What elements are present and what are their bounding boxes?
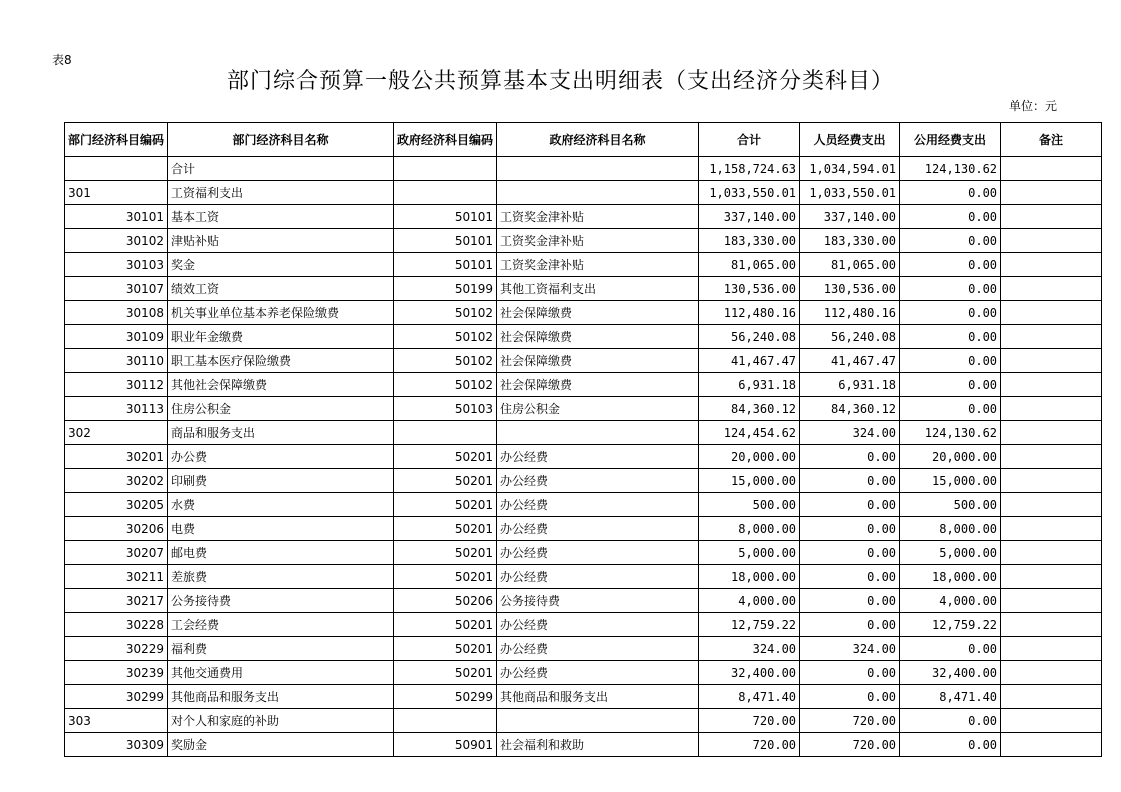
header-dept-code: 部门经济科目编码 <box>65 123 168 157</box>
header-public: 公用经费支出 <box>900 123 1001 157</box>
row-remark <box>1001 253 1102 277</box>
header-row <box>65 123 1102 157</box>
row-name: 基本工资 <box>168 205 394 229</box>
row-total: 500.00 <box>699 493 800 517</box>
table-row <box>65 445 1102 469</box>
header-dept-name: 部门经济科目名称 <box>168 123 394 157</box>
row-name: 电费 <box>168 517 394 541</box>
row-gname: 办公经费 <box>497 469 699 493</box>
group-total: 124,454.62 <box>699 421 800 445</box>
row-personnel: 112,480.16 <box>800 301 900 325</box>
row-name: 其他商品和服务支出 <box>168 685 394 709</box>
table-row <box>65 469 1102 493</box>
group-name: 商品和服务支出 <box>168 421 394 445</box>
header-total: 合计 <box>699 123 800 157</box>
table-row <box>65 229 1102 253</box>
group-gcode-cell <box>394 421 497 445</box>
row-code: 30207 <box>65 541 168 565</box>
row-total: 720.00 <box>699 733 800 757</box>
row-code: 30112 <box>65 373 168 397</box>
row-remark <box>1001 277 1102 301</box>
row-gcode: 50201 <box>394 565 497 589</box>
row-code: 30113 <box>65 397 168 421</box>
row-personnel: 0.00 <box>800 517 900 541</box>
row-personnel: 720.00 <box>800 733 900 757</box>
row-gname: 其他商品和服务支出 <box>497 685 699 709</box>
row-name: 公务接待费 <box>168 589 394 613</box>
row-code: 30217 <box>65 589 168 613</box>
table-row <box>65 325 1102 349</box>
header-remark: 备注 <box>1001 123 1102 157</box>
row-gcode: 50201 <box>394 541 497 565</box>
row-public: 500.00 <box>900 493 1001 517</box>
row-total: 5,000.00 <box>699 541 800 565</box>
row-total: 15,000.00 <box>699 469 800 493</box>
row-personnel: 0.00 <box>800 661 900 685</box>
row-public: 8,471.40 <box>900 685 1001 709</box>
row-code: 30101 <box>65 205 168 229</box>
row-gname: 办公经费 <box>497 565 699 589</box>
row-gcode: 50102 <box>394 325 497 349</box>
row-public: 4,000.00 <box>900 589 1001 613</box>
row-code: 30239 <box>65 661 168 685</box>
table-row <box>65 541 1102 565</box>
total-gname-cell <box>497 157 699 181</box>
row-name: 绩效工资 <box>168 277 394 301</box>
row-total: 12,759.22 <box>699 613 800 637</box>
row-name: 工会经费 <box>168 613 394 637</box>
row-remark <box>1001 229 1102 253</box>
group-public: 124,130.62 <box>900 421 1001 445</box>
row-public: 12,759.22 <box>900 613 1001 637</box>
group-public: 0.00 <box>900 181 1001 205</box>
row-public: 0.00 <box>900 397 1001 421</box>
row-gcode: 50901 <box>394 733 497 757</box>
row-name: 差旅费 <box>168 565 394 589</box>
row-code: 30109 <box>65 325 168 349</box>
row-name: 机关事业单位基本养老保险缴费 <box>168 301 394 325</box>
table-row <box>65 517 1102 541</box>
row-personnel: 0.00 <box>800 613 900 637</box>
table-row <box>65 589 1102 613</box>
row-gcode: 50299 <box>394 685 497 709</box>
row-code: 30211 <box>65 565 168 589</box>
row-gcode: 50201 <box>394 613 497 637</box>
row-gcode: 50201 <box>394 517 497 541</box>
row-code: 30102 <box>65 229 168 253</box>
group-code: 301 <box>65 181 168 205</box>
row-remark <box>1001 589 1102 613</box>
row-total: 18,000.00 <box>699 565 800 589</box>
row-total: 183,330.00 <box>699 229 800 253</box>
row-public: 0.00 <box>900 349 1001 373</box>
row-remark <box>1001 205 1102 229</box>
row-public: 8,000.00 <box>900 517 1001 541</box>
table-row <box>65 301 1102 325</box>
table-row <box>65 397 1102 421</box>
row-remark <box>1001 373 1102 397</box>
row-gname: 办公经费 <box>497 541 699 565</box>
row-code: 30309 <box>65 733 168 757</box>
table-row <box>65 733 1102 757</box>
row-gcode: 50102 <box>394 301 497 325</box>
row-total: 84,360.12 <box>699 397 800 421</box>
row-name: 水费 <box>168 493 394 517</box>
row-public: 0.00 <box>900 733 1001 757</box>
total-gcode-cell <box>394 157 497 181</box>
table-row <box>65 685 1102 709</box>
group-personnel: 324.00 <box>800 421 900 445</box>
row-public: 0.00 <box>900 253 1001 277</box>
header-personnel: 人员经费支出 <box>800 123 900 157</box>
row-code: 30110 <box>65 349 168 373</box>
group-remark <box>1001 421 1102 445</box>
row-public: 0.00 <box>900 301 1001 325</box>
row-gcode: 50101 <box>394 253 497 277</box>
row-gname: 办公经费 <box>497 493 699 517</box>
page-title: 部门综合预算一般公共预算基本支出明细表（支出经济分类科目） <box>226 69 894 94</box>
row-public: 0.00 <box>900 205 1001 229</box>
row-gcode: 50102 <box>394 373 497 397</box>
row-gcode: 50201 <box>394 661 497 685</box>
table-row <box>65 565 1102 589</box>
header-gov-code: 政府经济科目编码 <box>394 123 497 157</box>
row-name: 其他交通费用 <box>168 661 394 685</box>
row-personnel: 0.00 <box>800 685 900 709</box>
row-name: 奖励金 <box>168 733 394 757</box>
row-remark <box>1001 325 1102 349</box>
table-number: 表8 <box>52 53 72 67</box>
row-gcode: 50201 <box>394 493 497 517</box>
group-personnel: 1,033,550.01 <box>800 181 900 205</box>
row-gname: 社会保障缴费 <box>497 301 699 325</box>
row-remark <box>1001 517 1102 541</box>
row-gcode: 50102 <box>394 349 497 373</box>
row-public: 0.00 <box>900 229 1001 253</box>
row-gcode: 50201 <box>394 445 497 469</box>
row-total: 41,467.47 <box>699 349 800 373</box>
row-total: 6,931.18 <box>699 373 800 397</box>
row-total: 8,471.40 <box>699 685 800 709</box>
group-gname-cell <box>497 181 699 205</box>
table-row <box>65 613 1102 637</box>
total-row <box>65 157 1102 181</box>
row-gname: 社会保障缴费 <box>497 325 699 349</box>
row-public: 20,000.00 <box>900 445 1001 469</box>
row-name: 福利费 <box>168 637 394 661</box>
row-personnel: 81,065.00 <box>800 253 900 277</box>
row-total: 4,000.00 <box>699 589 800 613</box>
group-code: 302 <box>65 421 168 445</box>
row-remark <box>1001 637 1102 661</box>
row-code: 30202 <box>65 469 168 493</box>
row-remark <box>1001 661 1102 685</box>
row-personnel: 337,140.00 <box>800 205 900 229</box>
group-total: 720.00 <box>699 709 800 733</box>
unit-label: 单位：元 <box>1008 99 1057 113</box>
group-code: 303 <box>65 709 168 733</box>
group-gcode-cell <box>394 709 497 733</box>
group-personnel: 720.00 <box>800 709 900 733</box>
table-row <box>65 637 1102 661</box>
total-amount: 1,158,724.63 <box>699 157 800 181</box>
group-public: 0.00 <box>900 709 1001 733</box>
row-personnel: 0.00 <box>800 565 900 589</box>
row-public: 32,400.00 <box>900 661 1001 685</box>
total-remark <box>1001 157 1102 181</box>
row-gname: 公务接待费 <box>497 589 699 613</box>
row-name: 津贴补贴 <box>168 229 394 253</box>
row-code: 30108 <box>65 301 168 325</box>
row-personnel: 0.00 <box>800 541 900 565</box>
row-gname: 社会福利和救助 <box>497 733 699 757</box>
row-total: 8,000.00 <box>699 517 800 541</box>
row-total: 81,065.00 <box>699 253 800 277</box>
group-gname-cell <box>497 709 699 733</box>
row-name: 住房公积金 <box>168 397 394 421</box>
row-remark <box>1001 301 1102 325</box>
row-gname: 工资奖金津补贴 <box>497 253 699 277</box>
row-code: 30229 <box>65 637 168 661</box>
row-personnel: 41,467.47 <box>800 349 900 373</box>
table-row <box>65 349 1102 373</box>
row-name: 职工基本医疗保险缴费 <box>168 349 394 373</box>
row-code: 30103 <box>65 253 168 277</box>
row-code: 30299 <box>65 685 168 709</box>
row-gname: 办公经费 <box>497 661 699 685</box>
row-gname: 办公经费 <box>497 517 699 541</box>
row-gcode: 50201 <box>394 637 497 661</box>
total-code-cell <box>65 157 168 181</box>
row-code: 30205 <box>65 493 168 517</box>
row-gcode: 50206 <box>394 589 497 613</box>
row-code: 30107 <box>65 277 168 301</box>
group-name: 工资福利支出 <box>168 181 394 205</box>
row-remark <box>1001 541 1102 565</box>
row-public: 0.00 <box>900 277 1001 301</box>
table-row <box>65 373 1102 397</box>
table-row <box>65 205 1102 229</box>
row-personnel: 183,330.00 <box>800 229 900 253</box>
row-gname: 办公经费 <box>497 613 699 637</box>
row-name: 其他社会保障缴费 <box>168 373 394 397</box>
row-gname: 工资奖金津补贴 <box>497 229 699 253</box>
row-personnel: 56,240.08 <box>800 325 900 349</box>
row-code: 30228 <box>65 613 168 637</box>
table-row <box>65 661 1102 685</box>
row-total: 56,240.08 <box>699 325 800 349</box>
row-remark <box>1001 493 1102 517</box>
row-total: 130,536.00 <box>699 277 800 301</box>
row-personnel: 324.00 <box>800 637 900 661</box>
row-personnel: 130,536.00 <box>800 277 900 301</box>
row-total: 337,140.00 <box>699 205 800 229</box>
row-code: 30206 <box>65 517 168 541</box>
group-total: 1,033,550.01 <box>699 181 800 205</box>
row-remark <box>1001 397 1102 421</box>
group-gcode-cell <box>394 181 497 205</box>
row-personnel: 0.00 <box>800 445 900 469</box>
row-public: 18,000.00 <box>900 565 1001 589</box>
row-name: 印刷费 <box>168 469 394 493</box>
row-code: 30201 <box>65 445 168 469</box>
row-name: 办公费 <box>168 445 394 469</box>
group-gname-cell <box>497 421 699 445</box>
row-gname: 社会保障缴费 <box>497 373 699 397</box>
row-personnel: 6,931.18 <box>800 373 900 397</box>
total-public: 124,130.62 <box>900 157 1001 181</box>
table-row <box>65 277 1102 301</box>
row-total: 20,000.00 <box>699 445 800 469</box>
row-gcode: 50101 <box>394 205 497 229</box>
row-personnel: 0.00 <box>800 589 900 613</box>
row-gname: 办公经费 <box>497 445 699 469</box>
row-gcode: 50103 <box>394 397 497 421</box>
row-total: 324.00 <box>699 637 800 661</box>
row-name: 奖金 <box>168 253 394 277</box>
row-gname: 办公经费 <box>497 637 699 661</box>
table-row <box>65 253 1102 277</box>
row-gcode: 50201 <box>394 469 497 493</box>
row-name: 邮电费 <box>168 541 394 565</box>
table-body <box>65 157 1102 757</box>
budget-table <box>64 122 1102 757</box>
group-remark <box>1001 709 1102 733</box>
header-gov-name: 政府经济科目名称 <box>497 123 699 157</box>
group-remark <box>1001 181 1102 205</box>
row-personnel: 0.00 <box>800 493 900 517</box>
row-gname: 其他工资福利支出 <box>497 277 699 301</box>
row-remark <box>1001 733 1102 757</box>
row-name: 职业年金缴费 <box>168 325 394 349</box>
row-public: 0.00 <box>900 373 1001 397</box>
row-remark <box>1001 613 1102 637</box>
row-remark <box>1001 685 1102 709</box>
table-row <box>65 493 1102 517</box>
row-gname: 住房公积金 <box>497 397 699 421</box>
row-remark <box>1001 469 1102 493</box>
row-personnel: 0.00 <box>800 469 900 493</box>
group-row <box>65 181 1102 205</box>
group-row <box>65 421 1102 445</box>
group-name: 对个人和家庭的补助 <box>168 709 394 733</box>
group-row <box>65 709 1102 733</box>
row-public: 0.00 <box>900 325 1001 349</box>
row-gname: 社会保障缴费 <box>497 349 699 373</box>
total-label: 合计 <box>168 157 394 181</box>
row-public: 15,000.00 <box>900 469 1001 493</box>
row-remark <box>1001 349 1102 373</box>
row-public: 5,000.00 <box>900 541 1001 565</box>
row-personnel: 84,360.12 <box>800 397 900 421</box>
row-public: 0.00 <box>900 637 1001 661</box>
row-gcode: 50101 <box>394 229 497 253</box>
row-total: 32,400.00 <box>699 661 800 685</box>
row-gname: 工资奖金津补贴 <box>497 205 699 229</box>
row-remark <box>1001 565 1102 589</box>
total-personnel: 1,034,594.01 <box>800 157 900 181</box>
row-gcode: 50199 <box>394 277 497 301</box>
row-remark <box>1001 445 1102 469</box>
row-total: 112,480.16 <box>699 301 800 325</box>
